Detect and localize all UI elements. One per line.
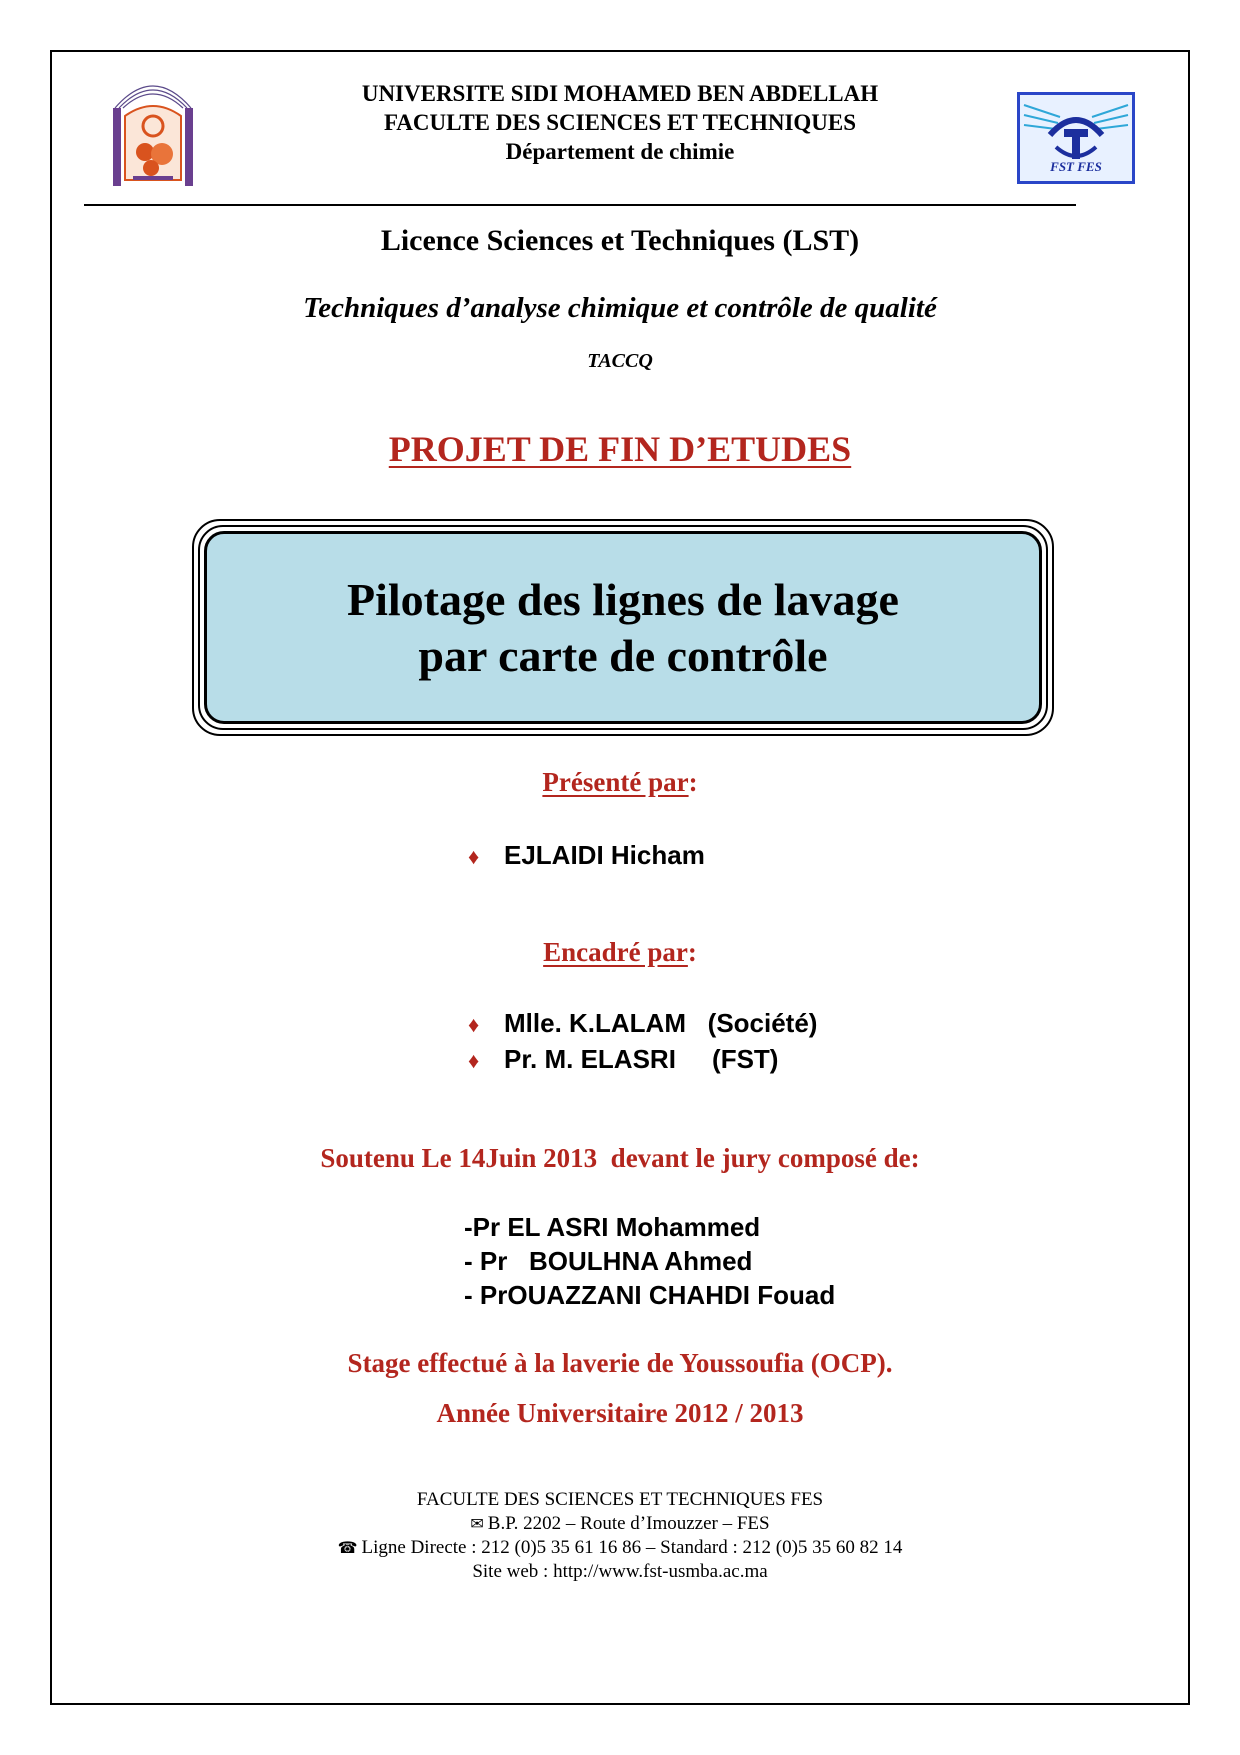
- internship-location: Stage effectué à la laverie de Youssoufia (OCP).: [347, 1348, 893, 1378]
- footer-website: Site web : http://www.fst-usmba.ac.ma: [472, 1561, 768, 1582]
- supervised-by-colon: :: [687, 937, 697, 967]
- footer-address: [0, 1512, 1240, 1537]
- diamond-bullet-icon: ♦: [468, 1048, 480, 1073]
- diamond-bullet-icon: ♦: [468, 1012, 480, 1037]
- project-title: [207, 572, 1039, 684]
- envelope-icon: ✉: [470, 1516, 484, 1533]
- diamond-bullet-icon: ♦: [468, 844, 480, 869]
- telephone-icon: ☎: [337, 1540, 358, 1557]
- title-box-fill: [204, 531, 1042, 724]
- footer-phone-text: Ligne Directe : 212 (0)5 35 61 16 86 – Standard : 212 (0)5 35 60 82 14: [361, 1537, 903, 1558]
- faculty-name: FACULTE DES SCIENCES ET TECHNIQUES: [383, 110, 857, 135]
- student-name: EJLAIDI Hicham: [504, 840, 705, 870]
- academic-year: Année Universitaire 2012 / 2013: [436, 1398, 804, 1428]
- footer-phone: [0, 1536, 1240, 1561]
- project-title-line2: par carte de contrôle: [418, 630, 828, 681]
- project-label-text: PROJET DE FIN D’ETUDES: [388, 429, 852, 469]
- student-entry: [468, 840, 705, 871]
- presented-by-label: [0, 767, 1240, 798]
- supervisor-entry: [468, 1044, 778, 1075]
- fst-logo-label: FST FES: [1050, 159, 1102, 174]
- supervised-by-label: [0, 937, 1240, 968]
- supervisor-name: Pr. M. ELASRI (FST): [504, 1044, 779, 1074]
- jury-member: - PrOUAZZANI CHAHDI Fouad: [464, 1280, 836, 1310]
- jury-member: - Pr BOULHNA Ahmed: [464, 1246, 753, 1276]
- project-label: [0, 428, 1240, 470]
- project-title-box: [192, 519, 1054, 736]
- project-title-line1: Pilotage des lignes de lavage: [347, 574, 899, 625]
- footer-address-text: B.P. 2202 – Route d’Imouzzer – FES: [487, 1513, 770, 1534]
- supervisor-entry: [468, 1008, 817, 1039]
- department-name: Département de chimie: [505, 139, 735, 164]
- university-name: UNIVERSITE SIDI MOHAMED BEN ABDELLAH: [361, 81, 879, 106]
- presented-by-colon: :: [688, 767, 698, 797]
- supervisor-name: Mlle. K.LALAM (Société): [504, 1008, 818, 1038]
- supervised-by-text: Encadré par: [543, 937, 688, 967]
- footer-faculty: FACULTE DES SCIENCES ET TECHNIQUES FES: [416, 1489, 824, 1510]
- degree-title: Licence Sciences et Techniques (LST): [380, 224, 860, 257]
- header-divider: [84, 204, 1076, 206]
- jury-member: -Pr EL ASRI Mohammed: [464, 1212, 761, 1242]
- specialty-title: Techniques d’analyse chimique et contrôle de qualité: [303, 292, 937, 324]
- specialty-abbreviation: TACCQ: [587, 350, 653, 372]
- presented-by-text: Présenté par: [542, 767, 689, 797]
- defense-statement: Soutenu Le 14Juin 2013 devant le jury composé de:: [320, 1143, 920, 1173]
